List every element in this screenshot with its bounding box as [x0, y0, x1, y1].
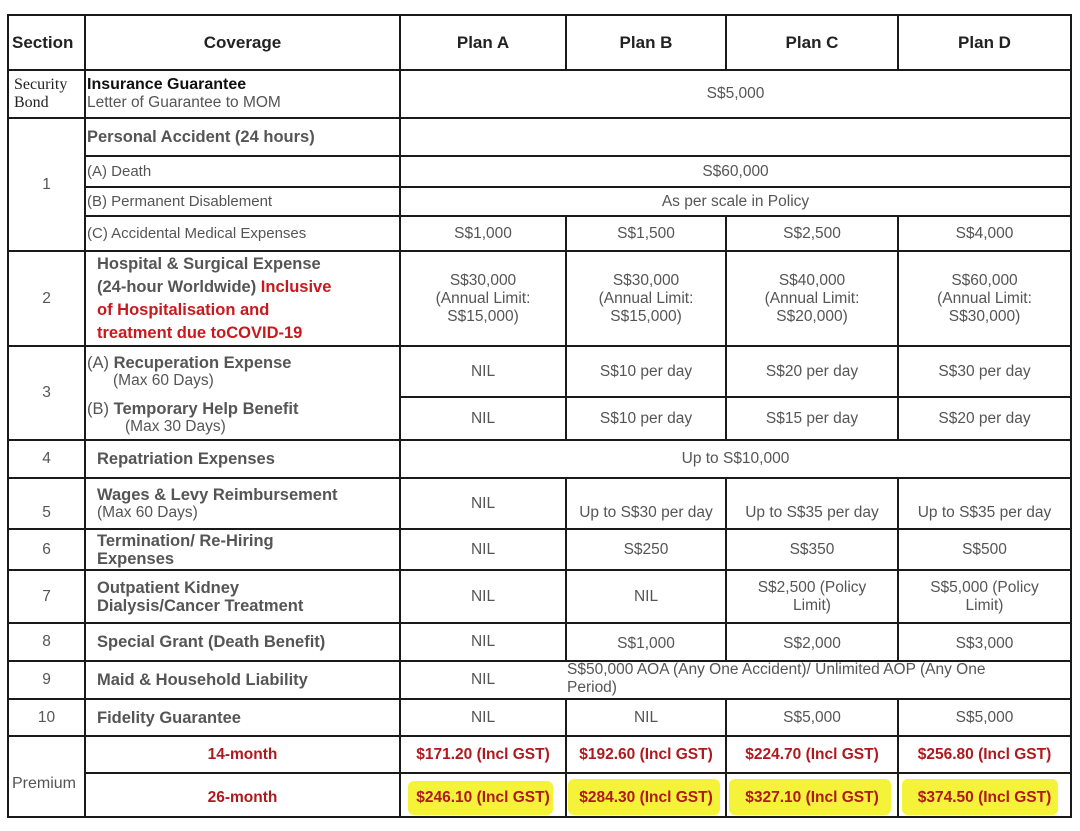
hospital-title-line4: treatment due toCOVID-19: [97, 323, 303, 342]
termination-plan-d: S$500: [962, 540, 1007, 558]
termination-plan-c: S$350: [789, 540, 835, 558]
hospital-title-line2: [97, 276, 331, 299]
premium-14m-plan-c: $224.70 (Incl GST): [745, 745, 879, 763]
header-plan-c: Plan C: [785, 32, 839, 52]
hospital-plan-a-limit-l2: S$15,000): [447, 307, 519, 325]
wages-levy-plan-d: Up to S$35 per day: [917, 503, 1052, 521]
hospital-plan-d: [899, 252, 1070, 345]
accidental-medical-plan-b: S$1,500: [617, 224, 675, 242]
special-grant-plan-c: S$2,000: [783, 635, 841, 652]
security-bond-value: S$5,000: [706, 85, 765, 102]
permanent-disablement-label: (B) Permanent Disablement: [87, 192, 273, 210]
temporary-help-title-text: Temporary Help Benefit: [109, 400, 299, 418]
hospital-plan-c-limit-l2: S$20,000): [776, 307, 848, 325]
maid-household-plans-bcd: [567, 660, 1070, 698]
accidental-medical-label: (C) Accidental Medical Expenses: [87, 224, 307, 242]
fidelity-plan-c: S$5,000: [783, 708, 841, 726]
temporary-help-plan-b: S$10 per day: [599, 409, 693, 427]
recuperation-sub: (Max 60 Days): [113, 371, 214, 389]
hospital-plan-b: [567, 252, 725, 345]
outpatient-plan-c-l2: Limit): [793, 596, 831, 614]
hospital-surgical-title: [97, 252, 399, 345]
header-plan-b: Plan B: [619, 32, 673, 52]
premium-14m-plan-a: $171.20 (Incl GST): [416, 745, 550, 763]
insurance-guarantee-title: Insurance Guarantee: [87, 76, 247, 93]
grid-line: [7, 816, 1071, 818]
recuperation-plan-a: NIL: [470, 362, 496, 380]
hospital-plan-d-amount: S$60,000: [951, 271, 1018, 289]
repatriation-title: Repatriation Expenses: [97, 450, 275, 468]
maid-household-title: Maid & Household Liability: [97, 671, 308, 689]
accidental-medical-plan-a: S$1,000: [454, 224, 512, 242]
premium-26m-plan-a: $246.10 (Incl GST): [416, 789, 550, 806]
hospital-plan-a-limit-l1: (Annual Limit:: [435, 289, 531, 307]
section-9-number: 9: [42, 671, 51, 688]
repatriation-value: Up to S$10,000: [681, 450, 790, 467]
outpatient-line1: Outpatient Kidney: [97, 578, 240, 597]
wages-levy-plan-b: Up to S$30 per day: [579, 503, 713, 521]
termination-rehiring: [97, 530, 399, 569]
grid-line: [1070, 14, 1072, 818]
recuperation-title: [87, 354, 291, 372]
premium-14-month-label: 14-month: [207, 745, 278, 763]
security-bond-line2: Bond: [14, 94, 49, 111]
outpatient-plan-b: NIL: [633, 587, 659, 605]
hospital-plan-c: [727, 252, 897, 345]
recuperation-plan-c: S$20 per day: [765, 362, 859, 380]
premium-14m-plan-b: $192.60 (Incl GST): [579, 745, 713, 763]
hospital-title-line3: of Hospitalisation and: [97, 300, 270, 319]
outpatient-line2: Dialysis/Cancer Treatment: [97, 596, 304, 615]
security-bond-line1: Security: [14, 76, 68, 93]
recuperation-plan-b: S$10 per day: [599, 362, 693, 380]
outpatient-plan-c-l1: S$2,500 (Policy: [757, 578, 867, 596]
temporary-help-plan-c: S$15 per day: [765, 409, 859, 427]
temporary-help-sub: (Max 30 Days): [125, 418, 226, 435]
wages-levy-plan-a: NIL: [470, 494, 496, 512]
hospital-plan-b-limit-l2: S$15,000): [610, 307, 682, 325]
hospital-plan-a: [401, 252, 565, 345]
security-bond-section: [14, 71, 84, 117]
wages-levy: [97, 479, 399, 528]
hospital-plan-d-limit-l2: S$30,000): [948, 307, 1021, 325]
hospital-plan-c-amount: S$40,000: [778, 271, 846, 289]
header-plan-a: Plan A: [456, 32, 510, 52]
header-plan-d: Plan D: [958, 32, 1011, 52]
accidental-medical-plan-d: S$4,000: [955, 224, 1014, 242]
grid-line: [85, 772, 1071, 774]
fidelity-plan-d: S$5,000: [955, 708, 1014, 726]
maid-household-bcd-l2: Period): [567, 679, 617, 696]
outpatient-plan-d-l2: Limit): [965, 596, 1004, 614]
hospital-plan-a-amount: S$30,000: [449, 271, 517, 289]
section-8-number: 8: [42, 633, 51, 650]
termination-line2: Expenses: [97, 549, 175, 568]
special-grant-title: Special Grant (Death Benefit): [97, 633, 326, 651]
permanent-disablement-value: As per scale in Policy: [661, 192, 810, 210]
recuperation-title-text: Recuperation Expense: [109, 353, 292, 372]
termination-plan-b: S$250: [623, 540, 669, 558]
fidelity-guarantee-title: Fidelity Guarantee: [97, 708, 241, 727]
temporary-help-plan-a: NIL: [470, 409, 496, 427]
outpatient-plan-d-l1: S$5,000 (Policy: [930, 578, 1039, 596]
outpatient-plan-d: [899, 571, 1070, 622]
premium-26m-plan-c: $327.10 (Incl GST): [745, 789, 879, 806]
header-section: Section: [12, 32, 74, 52]
recuperation-plan-d: S$30 per day: [938, 362, 1031, 380]
hospital-plan-c-limit-l1: (Annual Limit:: [764, 289, 860, 307]
maid-household-bcd-l1: S$50,000 AOA (Any One Accident)/ Unlimited AOP (Any One: [567, 661, 986, 678]
grid-line: [84, 14, 86, 818]
hospital-plan-d-limit-l1: (Annual Limit:: [937, 289, 1032, 307]
special-grant-plan-b: S$1,000: [617, 635, 675, 652]
section-6-number: 6: [42, 540, 51, 558]
termination-plan-a: NIL: [470, 540, 496, 558]
death-label: (A) Death: [87, 162, 152, 180]
fidelity-plan-b: NIL: [633, 708, 659, 726]
section-4-number: 4: [42, 450, 51, 467]
temporary-help-plan-d: S$20 per day: [938, 409, 1031, 427]
hospital-plan-b-amount: S$30,000: [612, 271, 680, 289]
outpatient-plan-a: NIL: [470, 587, 496, 605]
termination-line1: Termination/ Re-Hiring: [97, 531, 274, 550]
header-coverage: Coverage: [203, 32, 282, 52]
letter-of-guarantee: Letter of Guarantee to MOM: [87, 94, 281, 111]
section-1-number: 1: [42, 175, 51, 193]
hospital-title-line1: Hospital & Surgical Expense: [97, 254, 321, 273]
maid-household-plan-a: NIL: [470, 671, 496, 688]
hospital-title-line2a: (24-hour Worldwide): [97, 277, 261, 296]
section-5-number: 5: [42, 503, 51, 521]
security-bond-coverage: [87, 71, 397, 117]
premium-26m-plan-b: $284.30 (Incl GST): [579, 789, 713, 806]
temporary-help-title: [87, 400, 298, 418]
premium-14m-plan-d: $256.80 (Incl GST): [917, 745, 1052, 763]
wages-levy-sub: (Max 60 Days): [97, 503, 198, 521]
recuperation-expense: [87, 347, 399, 396]
premium-26-month-label: 26-month: [207, 789, 278, 806]
premium-26m-plan-d: $374.50 (Incl GST): [917, 789, 1052, 806]
fidelity-plan-a: NIL: [470, 708, 496, 726]
premium-label: Premium: [12, 775, 77, 792]
temporary-help-benefit: [87, 397, 399, 439]
recuperation-prefix: (A): [87, 353, 109, 372]
wages-levy-plan-c: Up to S$35 per day: [745, 503, 879, 521]
temporary-help-prefix: (B): [87, 400, 109, 418]
wages-levy-title: Wages & Levy Reimbursement: [97, 485, 338, 504]
special-grant-plan-d: S$3,000: [955, 635, 1014, 652]
special-grant-plan-a: NIL: [470, 633, 496, 650]
hospital-plan-b-limit-l1: (Annual Limit:: [598, 289, 694, 307]
outpatient-plan-c: [727, 571, 897, 622]
section-2-number: 2: [42, 289, 51, 307]
outpatient-kidney: [97, 571, 399, 622]
covid-inclusive-text: Inclusive: [260, 277, 332, 296]
section-10-number: 10: [37, 708, 56, 726]
section-7-number: 7: [42, 587, 51, 605]
section-3-number: 3: [42, 384, 51, 401]
death-value: S$60,000: [702, 162, 769, 180]
accidental-medical-plan-c: S$2,500: [783, 224, 841, 242]
personal-accident-title: Personal Accident (24 hours): [87, 128, 315, 146]
